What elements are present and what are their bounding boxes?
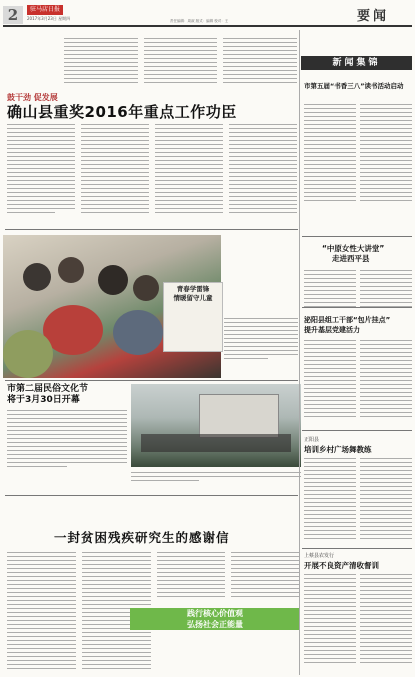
- photo-caption-text: [224, 318, 298, 362]
- masthead: [0, 0, 415, 33]
- photo-caption: [163, 282, 223, 352]
- section-title: 要闻: [357, 9, 390, 24]
- brief-3-headline-line2: 提升基层党建活力: [304, 326, 360, 334]
- divider: [5, 229, 298, 230]
- ad-line2: 弘扬社会正能量: [187, 620, 243, 629]
- divider: [302, 236, 412, 237]
- brief-5-kicker: 上蔡县农发行: [304, 553, 335, 559]
- brief-3-headline-line1: 泌阳县组工干部“包片挂点”: [304, 316, 391, 324]
- brief-4-body: [304, 458, 412, 542]
- public-service-ad: [130, 608, 300, 630]
- editor-meta: 责任编辑：周淑 版式：编辑 校对：王: [170, 19, 229, 23]
- divider: [302, 430, 412, 431]
- brief-3-headline: [304, 315, 412, 335]
- brief-4-headline: 培训乡村广场舞教练: [304, 445, 372, 454]
- issue-date: 2017年3月23日 星期四: [27, 16, 71, 21]
- divider: [302, 548, 412, 549]
- masthead-rule: [3, 25, 412, 27]
- caption-title-1: 青春学雷锋: [176, 285, 210, 293]
- brief-2-headline-line1: “中原女性大讲堂”: [322, 244, 385, 253]
- divider: [5, 495, 298, 496]
- library-headline-line1: 市第二届民俗文化节: [7, 384, 89, 394]
- main-kicker: 鼓干劲 促发展: [7, 93, 58, 102]
- letter-headline: 一封贫困残疾研究生的感谢信: [54, 530, 230, 545]
- library-headline: [7, 384, 88, 406]
- brief-4-kicker: 正阳县: [304, 437, 320, 443]
- brief-2-body: [304, 270, 412, 310]
- ad-line1: 践行核心价值观: [187, 609, 243, 618]
- caption-title-2: 情暖留守儿童: [173, 294, 213, 302]
- top-story-body: [64, 38, 297, 86]
- stone-photo-caption: [131, 472, 301, 484]
- paper-name: 驻马店日报: [29, 6, 60, 13]
- paper-logo: [27, 5, 63, 15]
- photo-memorial-stone: [131, 384, 301, 467]
- brief-3-body: [304, 340, 412, 420]
- divider: [5, 380, 298, 381]
- brief-1-body: [304, 104, 412, 204]
- brief-2-headline: [322, 244, 384, 264]
- stone-slab: [199, 394, 279, 438]
- divider: [302, 307, 412, 308]
- news-briefs-banner: 新闻集锦: [301, 56, 412, 70]
- brief-1-headline: 市第五届“书香三八”读书活动启动: [304, 82, 404, 90]
- brief-5-body: [304, 574, 412, 666]
- main-headline: 确山县重奖2016年重点工作功臣: [7, 103, 237, 121]
- library-story-body: [7, 410, 127, 470]
- page-number: 2: [3, 6, 23, 24]
- main-story-body: [7, 124, 297, 216]
- brief-2-headline-line2: 走进西平县: [332, 254, 370, 263]
- column-separator: [299, 30, 300, 675]
- brief-5-headline: 开展不良资产清收督训: [304, 561, 379, 570]
- library-headline-line2: 将于3月30日开幕: [7, 395, 80, 405]
